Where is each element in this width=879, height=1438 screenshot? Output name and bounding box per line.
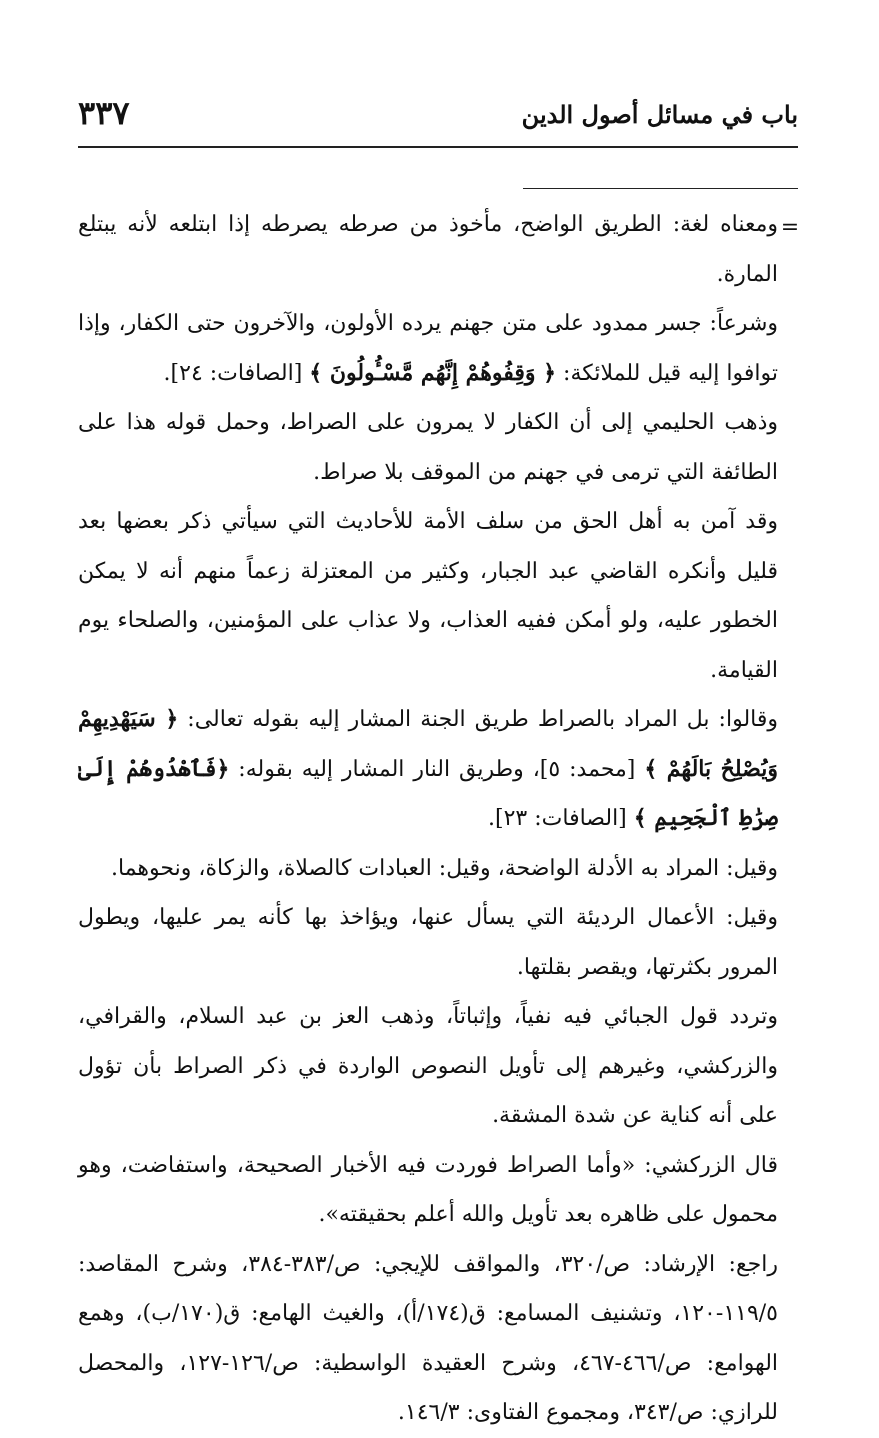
verse-citation: [محمد: ٥]، وطريق النار المشار إليه بقوله: — [229, 756, 645, 782]
running-header — [78, 92, 798, 138]
quran-verse: ﴿ سَيَهْدِيهِمْ وَيُصْلِحُ بَالَهُمْ ﴾ — [78, 706, 778, 782]
paragraph-linguistic-meaning: ومعناه لغة: الطريق الواضح، مأخوذ من صرطه يصرطه إذا ابتلعه لأنه يبتلع المارة. — [78, 212, 778, 287]
paragraph-evidence: وقيل: المراد به الأدلة الواضحة، وقيل: العبادات كالصلاة، والزكاة، ونحوهما. — [111, 855, 778, 881]
paragraph-text: وشرعاً: جسر ممدود على متن جهنم يرده الأولون، والآخرون حتى الكفار، وإذا توافوا إليه قيل للملائكة: — [78, 311, 778, 386]
continuation-marker: = — [780, 215, 800, 240]
paragraph-jubbai: وتردد قول الجبائي فيه نفياً، وإثباتاً، وذهب العز بن عبد السلام، والقرافي، والزركشي، وغيرهم إلى تأويل النصوص الواردة في ذكر الصراط بأن تؤول على أنه كناية عن شدة المشقة. — [78, 1004, 778, 1128]
paragraph-references: راجع: الإرشاد: ص/٣٢٠، والمواقف للإيجي: ص/٣٨٣-٣٨٤، وشرح المقاصد: ١١٩/٥-١٢٠، وتشنيف المسامع: ق(١٧٤/أ)، والغيث الهامع: ق(١٧٠/ب)، وهمع الهوامع: ص/٤٦٦-٤٦٧، وشرح العقيدة الواسطية: ص/١٢٦-١٢٧، والمحصل للرازي: ص/٣٤٣، ومجموع الفتاوى: ١٤٦/٣. — [78, 1251, 779, 1425]
paragraph-halimi: وذهب الحليمي إلى أن الكفار لا يمرون على الصراط، وحمل قوله هذا على الطائفة التي ترمى في جهنم من الموقف بلا صراط. — [78, 410, 778, 485]
header-rule — [78, 146, 798, 148]
paragraph-interpretation — [78, 695, 778, 844]
quran-verse: ﴿فَٱهْدُوهُمْ إِلَىٰ صِرَٰطِ ٱلْجَحِيمِ ﴾ — [78, 755, 778, 831]
paragraph-text: وقالوا: بل المراد بالصراط طريق الجنة المشار إليه بقوله تعالى: — [178, 707, 778, 732]
paragraph-deeds: وقيل: الأعمال الرديئة التي يسأل عنها، ويؤاخذ بها كأنه يمر عليها، ويطول المرور بكثرتها، ويقصر بقلتها. — [78, 905, 778, 980]
verse-citation: [الصافات: ٢٤]. — [163, 360, 310, 386]
paragraph-zarkashi: قال الزركشي: «وأما الصراط فوردت فيه الأخبار الصحيحة، واستفاضت، وهو محمول على ظاهره بعد تأويل والله أعلم بحقيقته». — [78, 1152, 778, 1227]
paragraph-legal-meaning — [78, 299, 778, 398]
footnote-body — [78, 200, 778, 1438]
paragraph-belief: وقد آمن به أهل الحق من سلف الأمة للأحاديث التي سيأتي ذكر بعضها بعد قليل وأنكره القاضي عبد الجبار، وكثير من المعتزلة زعماً منهم أنه لا يمكن الخطور عليه، ولو أمكن ففيه العذاب، ولا عذاب على المؤمنين، والصلحاء يوم القيامة. — [78, 509, 778, 683]
footnote-separator — [523, 188, 798, 189]
running-title: باب في مسائل أصول الدين — [521, 100, 798, 129]
verse-citation: [الصافات: ٢٣]. — [488, 806, 634, 831]
page-number: ٣٣٧ — [78, 94, 130, 132]
quran-verse: ﴿ وَقِفُوهُمْ إِنَّهُم مَّسْـُٔولُونَ ﴾ — [309, 359, 557, 386]
